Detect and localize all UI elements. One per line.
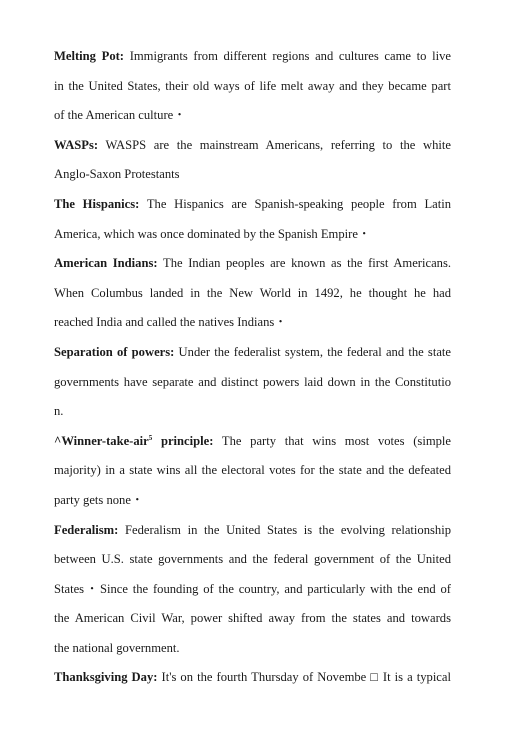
- entry-term: American Indians:: [54, 256, 158, 271]
- entry-term-tail: principle:: [160, 433, 214, 448]
- entry-text: The Hispanics are Spanish-speaking people from Latin: [146, 196, 452, 211]
- entry-wasps: [54, 131, 451, 190]
- entry-line: States・Since the founding of the country, and particularly with the end of: [54, 581, 451, 596]
- entry-text: Immigrants from different regions and cultures came to live: [129, 49, 451, 63]
- entry-term-superscript: 5: [148, 433, 153, 442]
- entry-line: [54, 427, 451, 457]
- entry-term: WASPs:: [54, 137, 99, 152]
- entry-hispanics: [54, 190, 451, 249]
- document-page: [54, 42, 451, 693]
- entry-term: Federalism:: [54, 522, 119, 537]
- entry-term: Thanksgiving Day:: [54, 670, 158, 685]
- entry-thanksgiving-day: [54, 663, 451, 693]
- entry-line: When Columbus landed in the New World in 1492, he thought he had: [54, 285, 451, 300]
- entry-line: majority) in a state wins all the electoral votes for the state and the defeated: [54, 463, 451, 478]
- entry-line: [54, 663, 451, 693]
- entry-term-main: ^Winner-take-air: [54, 433, 149, 448]
- entry-line: [54, 516, 451, 546]
- entry-text: Federalism in the United States is the evolving relationship: [125, 522, 451, 537]
- entry-line: [54, 338, 451, 368]
- entry-line: the American Civil War, power shifted away from the states and towards: [54, 611, 451, 626]
- entry-term: Melting Pot:: [54, 49, 125, 63]
- entry-line: Anglo-Saxon Protestants: [54, 167, 180, 182]
- entry-text: It's on the fourth Thursday of Novembe □ It is a typical: [161, 670, 451, 685]
- entry-text: The Indian peoples are known as the first Americans.: [163, 256, 452, 271]
- entry-line: of the American culture・: [54, 108, 186, 123]
- entry-line: [54, 249, 451, 279]
- entry-line: [54, 190, 451, 220]
- entry-text: The party that wins most votes (simple: [221, 433, 452, 448]
- entry-line: party gets none・: [54, 492, 144, 507]
- entry-line: governments have separate and distinct powers laid down in the Constitutio: [54, 374, 451, 389]
- entry-line: n.: [54, 404, 64, 419]
- entry-federalism: [54, 516, 451, 664]
- entry-line: [54, 42, 451, 72]
- entry-line: the national government.: [54, 640, 180, 655]
- entry-term: [54, 434, 213, 448]
- entry-line: reached India and called the natives Indians・: [54, 315, 287, 330]
- entry-american-indians: [54, 249, 451, 338]
- entry-line: in the United States, their old ways of life melt away and they became part: [54, 78, 451, 93]
- entry-separation-of-powers: [54, 338, 451, 427]
- entry-melting-pot: [54, 42, 451, 131]
- entry-line: America, which was once dominated by the Spanish Empire・: [54, 226, 371, 241]
- entry-text: WASPS are the mainstream Americans, referring to the white: [105, 137, 451, 152]
- entry-term: Separation of powers:: [54, 344, 175, 359]
- entry-text: Under the federalist system, the federal and the state: [178, 344, 451, 359]
- entry-line: between U.S. state governments and the federal government of the United: [54, 552, 451, 567]
- entry-line: [54, 131, 451, 161]
- entry-winner-take-all: [54, 427, 451, 516]
- entry-term: The Hispanics:: [54, 196, 140, 211]
